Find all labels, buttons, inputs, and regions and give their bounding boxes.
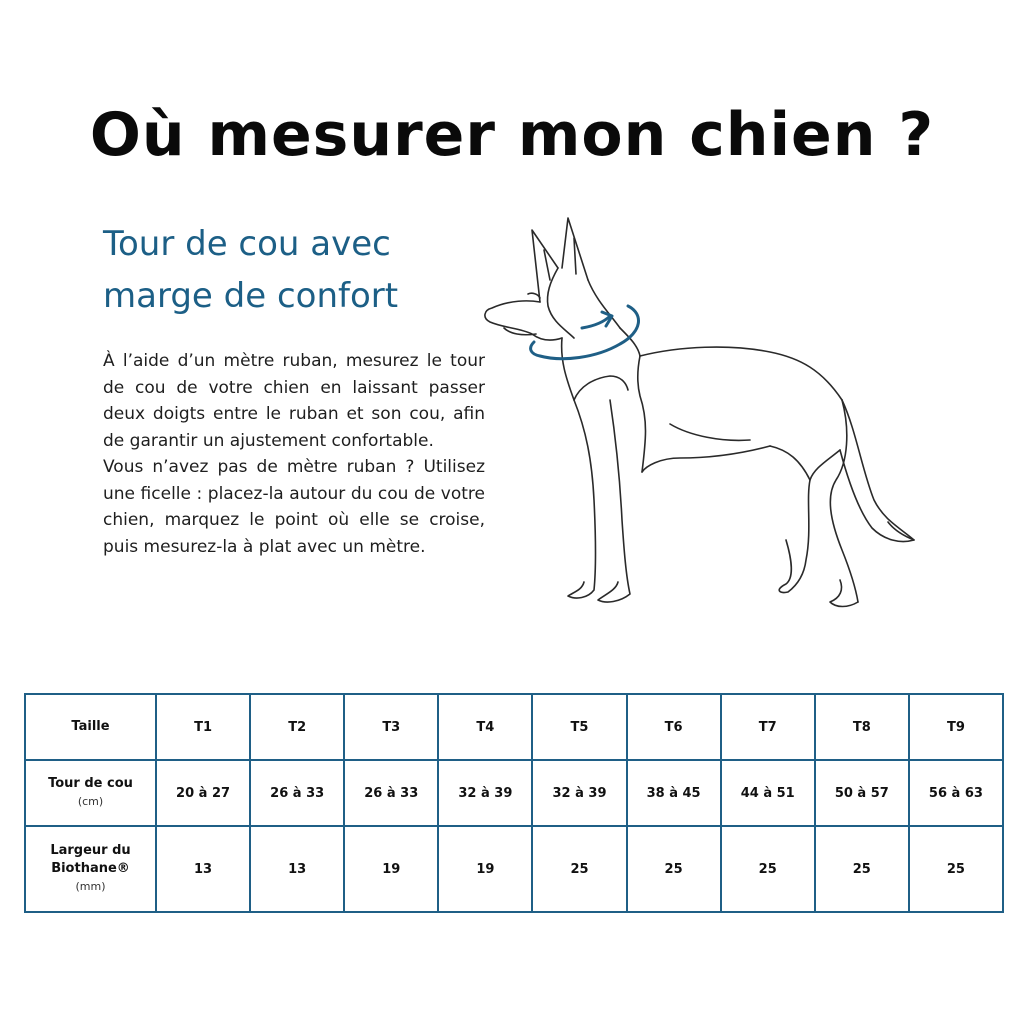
row-label-width-unit: (mm) xyxy=(75,880,106,893)
neck-cell: 20 à 27 xyxy=(156,760,250,826)
width-cell: 19 xyxy=(344,826,438,912)
neck-cell: 56 à 63 xyxy=(909,760,1003,826)
table-row-sizes xyxy=(25,694,1003,760)
width-cell: 19 xyxy=(438,826,532,912)
row-label-neck-text: Tour de cou xyxy=(48,776,133,791)
neck-cell: 44 à 51 xyxy=(721,760,815,826)
table-row-neck xyxy=(25,760,1003,826)
page-title: Où mesurer mon chien ? xyxy=(89,100,935,170)
width-cell: 13 xyxy=(156,826,250,912)
width-cell: 25 xyxy=(815,826,909,912)
neck-cell: 26 à 33 xyxy=(344,760,438,826)
row-label-width-line-2: Biothane® xyxy=(51,861,130,876)
size-cell: T4 xyxy=(438,694,532,760)
size-table xyxy=(24,693,1004,913)
dog-line-drawing-icon xyxy=(470,210,930,620)
width-cell: 25 xyxy=(909,826,1003,912)
row-label-width-line-1: Largeur du xyxy=(50,843,131,858)
measurement-instructions xyxy=(103,348,485,560)
size-cell: T2 xyxy=(250,694,344,760)
size-cell: T1 xyxy=(156,694,250,760)
neck-cell: 32 à 39 xyxy=(532,760,626,826)
section-subtitle xyxy=(103,218,483,322)
size-cell: T9 xyxy=(909,694,1003,760)
width-cell: 25 xyxy=(721,826,815,912)
row-label-neck xyxy=(25,760,156,826)
neck-cell: 50 à 57 xyxy=(815,760,909,826)
width-cell: 25 xyxy=(627,826,721,912)
width-cell: 13 xyxy=(250,826,344,912)
width-cell: 25 xyxy=(532,826,626,912)
subtitle-line-2: marge de confort xyxy=(103,276,399,316)
row-label-width xyxy=(25,826,156,912)
table-row-width xyxy=(25,826,1003,912)
size-cell: T3 xyxy=(344,694,438,760)
size-cell: T8 xyxy=(815,694,909,760)
size-cell: T7 xyxy=(721,694,815,760)
neck-cell: 26 à 33 xyxy=(250,760,344,826)
row-label-size: Taille xyxy=(25,694,156,760)
instructions-paragraph-1: À l’aide d’un mètre ruban, mesurez le tour de cou de votre chien en laissant passer deux doigts entre le ruban et son cou, afin de garantir un ajustement confortable. xyxy=(103,351,485,451)
size-cell: T6 xyxy=(627,694,721,760)
instructions-paragraph-2: Vous n’avez pas de mètre ruban ? Utilisez une ficelle : placez-la autour du cou de votre chien, marquez le point où elle se croise, puis mesurez-la à plat avec un mètre. xyxy=(103,457,485,557)
neck-cell: 38 à 45 xyxy=(627,760,721,826)
size-cell: T5 xyxy=(532,694,626,760)
subtitle-line-1: Tour de cou avec xyxy=(103,224,391,264)
neck-cell: 32 à 39 xyxy=(438,760,532,826)
row-label-neck-unit: (cm) xyxy=(77,795,104,808)
